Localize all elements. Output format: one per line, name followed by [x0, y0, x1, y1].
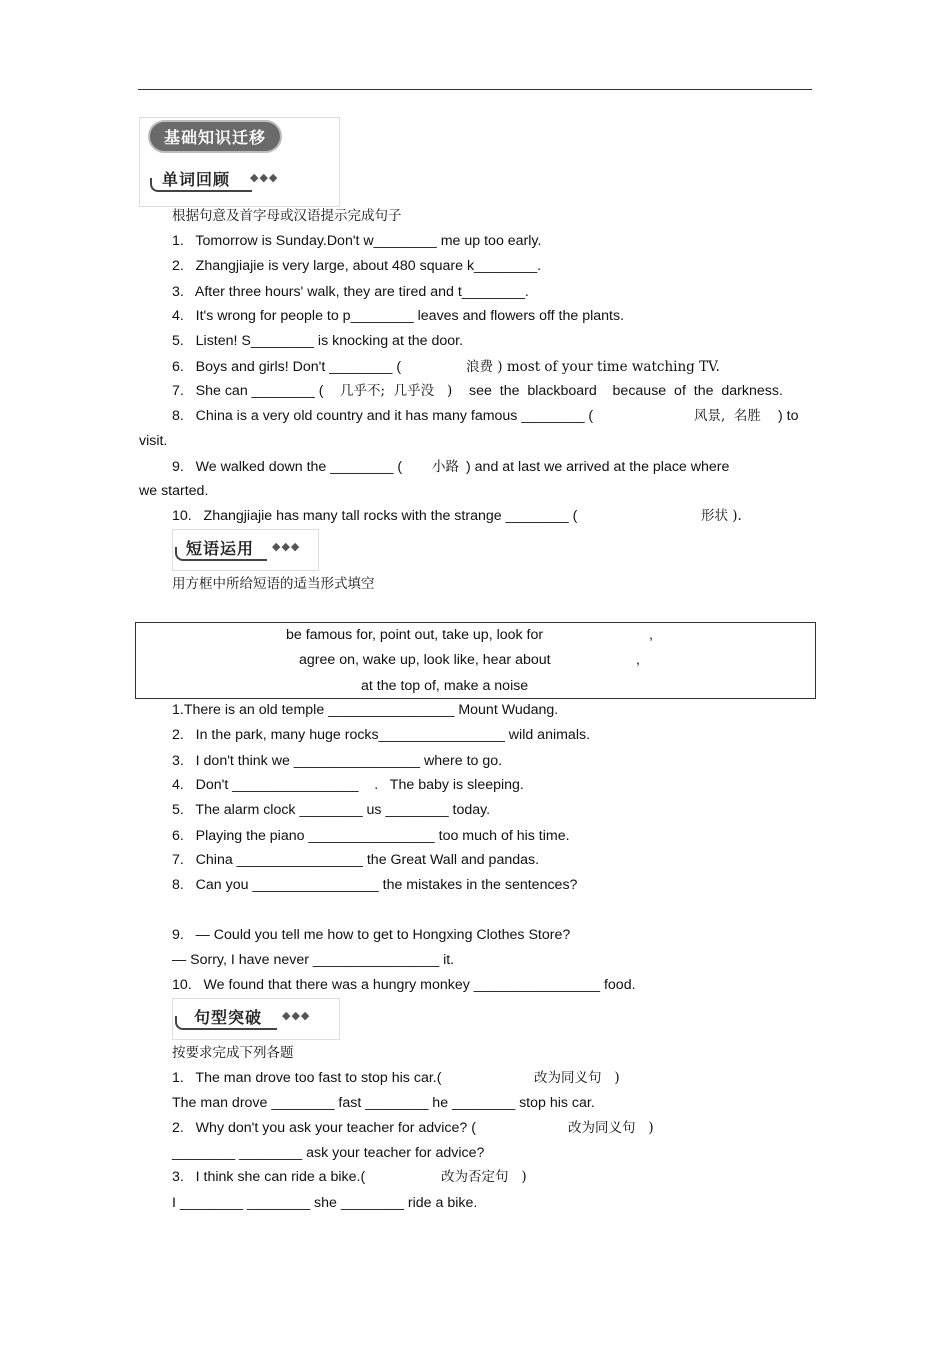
list-item: 8. China is a very old country and it has many famous ________ (: [172, 408, 594, 424]
list-item: I ________ ________ she ________ ride a bike.: [172, 1195, 478, 1211]
list-item-hint: 几乎不; 几乎没 ): [340, 383, 453, 399]
list-item: The man drove ________ fast ________ he ________ stop his car.: [172, 1095, 595, 1111]
list-item-hint: 浪费 ) most of your time watching TV.: [466, 359, 720, 375]
section3-title: 句型突破: [194, 1008, 263, 1027]
list-item: 1.There is an old temple ________________ Mount Wudang.: [172, 702, 559, 718]
header-badge: 基础知识迁移: [150, 122, 280, 151]
phrase-comma: ,: [649, 627, 653, 643]
list-item-hint: 形状 ).: [701, 508, 742, 524]
list-item: 6. Boys and girls! Don't ________ (: [172, 359, 402, 375]
list-item: 9. We walked down the ________ (: [172, 459, 403, 475]
list-item: we started.: [139, 483, 209, 499]
diamond-dots-icon: ◆◆◆: [272, 541, 301, 553]
list-item: 1. The man drove too fast to stop his car.(: [172, 1070, 442, 1086]
list-item: 7. She can ________ (: [172, 383, 324, 399]
diamond-dots-icon: ◆◆◆: [282, 1010, 311, 1022]
phrase-line: be famous for, point out, take up, look for: [286, 627, 544, 643]
section2-instruction: 用方框中所给短语的适当形式填空: [172, 576, 375, 592]
phrase-comma: ,: [636, 652, 640, 668]
list-item: ) to: [778, 408, 799, 424]
list-item: 9. — Could you tell me how to get to Hongxing Clothes Store?: [172, 927, 571, 943]
list-item: 2. Zhangjiajie is very large, about 480 square k________.: [172, 258, 542, 274]
section2-title: 短语运用: [186, 539, 255, 558]
list-item: ) and at last we arrived at the place where: [466, 459, 730, 475]
list-item-hint: 改为同义句 ): [568, 1120, 654, 1136]
list-item-hint: 改为否定句 ): [441, 1169, 527, 1185]
diamond-dots-icon: ◆◆◆: [250, 172, 279, 184]
list-item: 3. After three hours' walk, they are tired and t________.: [172, 284, 529, 300]
list-item: 4. Don't ________________ . The baby is sleeping.: [172, 777, 524, 793]
list-item: 1. Tomorrow is Sunday.Don't w________ me up too early.: [172, 233, 542, 249]
list-item: — Sorry, I have never ________________ it.: [172, 952, 455, 968]
list-item-hint: 风景, 名胜: [694, 408, 761, 424]
phrase-line: at the top of, make a noise: [361, 678, 529, 694]
section1-instruction: 根据句意及首字母或汉语提示完成句子: [172, 208, 402, 224]
list-item: 4. It's wrong for people to p________ leaves and flowers off the plants.: [172, 308, 625, 324]
list-item: ________ ________ ask your teacher for advice?: [172, 1145, 485, 1161]
section3-instruction: 按要求完成下列各题: [172, 1045, 294, 1061]
top-rule: [138, 89, 812, 90]
list-item-hint: 改为同义句 ): [534, 1070, 620, 1086]
list-item: 10. We found that there was a hungry monkey ________________ food.: [172, 977, 636, 993]
list-item: 3. I think she can ride a bike.(: [172, 1169, 366, 1185]
list-item: 8. Can you ________________ the mistakes in the sentences?: [172, 877, 578, 893]
list-item: 3. I don't think we ________________ where to go.: [172, 753, 503, 769]
list-item: 2. In the park, many huge rocks________________ wild animals.: [172, 727, 591, 743]
list-item: visit.: [139, 433, 168, 449]
list-item-hint: 小路: [432, 459, 459, 475]
section1-title: 单词回顾: [162, 170, 231, 189]
list-item: 10. Zhangjiajie has many tall rocks with the strange ________ (: [172, 508, 578, 524]
list-item: 5. Listen! S________ is knocking at the door.: [172, 333, 464, 349]
list-item: 5. The alarm clock ________ us ________ today.: [172, 802, 491, 818]
list-item: 6. Playing the piano ________________ too much of his time.: [172, 828, 570, 844]
list-item: 7. China ________________ the Great Wall and pandas.: [172, 852, 540, 868]
phrase-line: agree on, wake up, look like, hear about: [299, 652, 551, 668]
list-item: 2. Why don't you ask your teacher for advice? (: [172, 1120, 476, 1136]
list-item: see the blackboard because of the darkness.: [469, 383, 783, 399]
